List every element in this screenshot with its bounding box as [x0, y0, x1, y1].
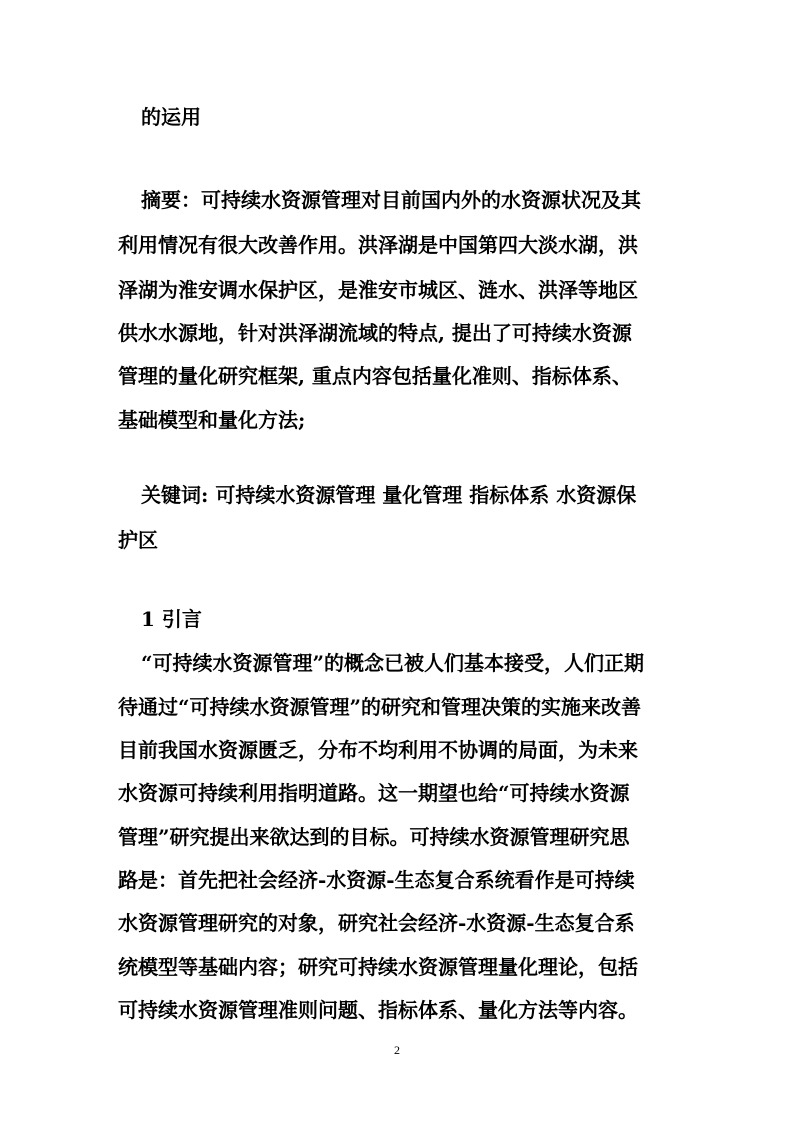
paragraph-line: 统模型等基础内容；研究可持续水资源管理量化理论，包括 — [118, 955, 638, 979]
paragraph-line: 水资源管理研究的对象，研究社会经济-水资源-生态复合系 — [118, 911, 635, 935]
abstract-line: 利用情况有很大改善作用。洪泽湖是中国第四大淡水湖，洪 — [118, 233, 638, 257]
abstract-line: 摘要：可持续水资源管理对目前国内外的水资源状况及其 — [141, 188, 641, 212]
paragraph-line: 目前我国水资源匮乏，分布不均利用不协调的局面，为未来 — [118, 738, 638, 762]
paragraph-line: 管理”研究提出来欲达到的目标。可持续水资源管理研究思 — [118, 825, 630, 849]
page-number: 2 — [394, 1043, 400, 1057]
abstract-line: 供水水源地，针对洪泽湖流域的特点, 提出了可持续水资源 — [118, 321, 632, 345]
paragraph-line: 路是：首先把社会经济-水资源-生态复合系统看作是可持续 — [118, 868, 635, 892]
abstract-line: 管理的量化研究框架, 重点内容包括量化准则、指标体系、 — [118, 364, 632, 388]
paragraph-line: 待通过“可持续水资源管理”的研究和管理决策的实施来改善 — [118, 695, 642, 719]
abstract-line: 泽湖为淮安调水保护区，是淮安市城区、涟水、洪泽等地区 — [118, 278, 638, 302]
paragraph-line: “可持续水资源管理”的概念已被人们基本接受，人们正期 — [141, 651, 645, 675]
title-tail: 的运用 — [141, 105, 201, 129]
paragraph-line: 水资源可持续利用指明道路。这一期望也给“可持续水资源 — [118, 781, 630, 805]
section-heading: 1 引言 — [141, 607, 202, 631]
keywords-line: 关键词: 可持续水资源管理 量化管理 指标体系 水资源保 — [141, 483, 637, 507]
abstract-line: 基础模型和量化方法; — [118, 408, 306, 432]
paragraph-line: 可持续水资源管理准则问题、指标体系、量化方法等内容。 — [118, 998, 638, 1022]
keywords-line: 护区 — [118, 528, 158, 552]
